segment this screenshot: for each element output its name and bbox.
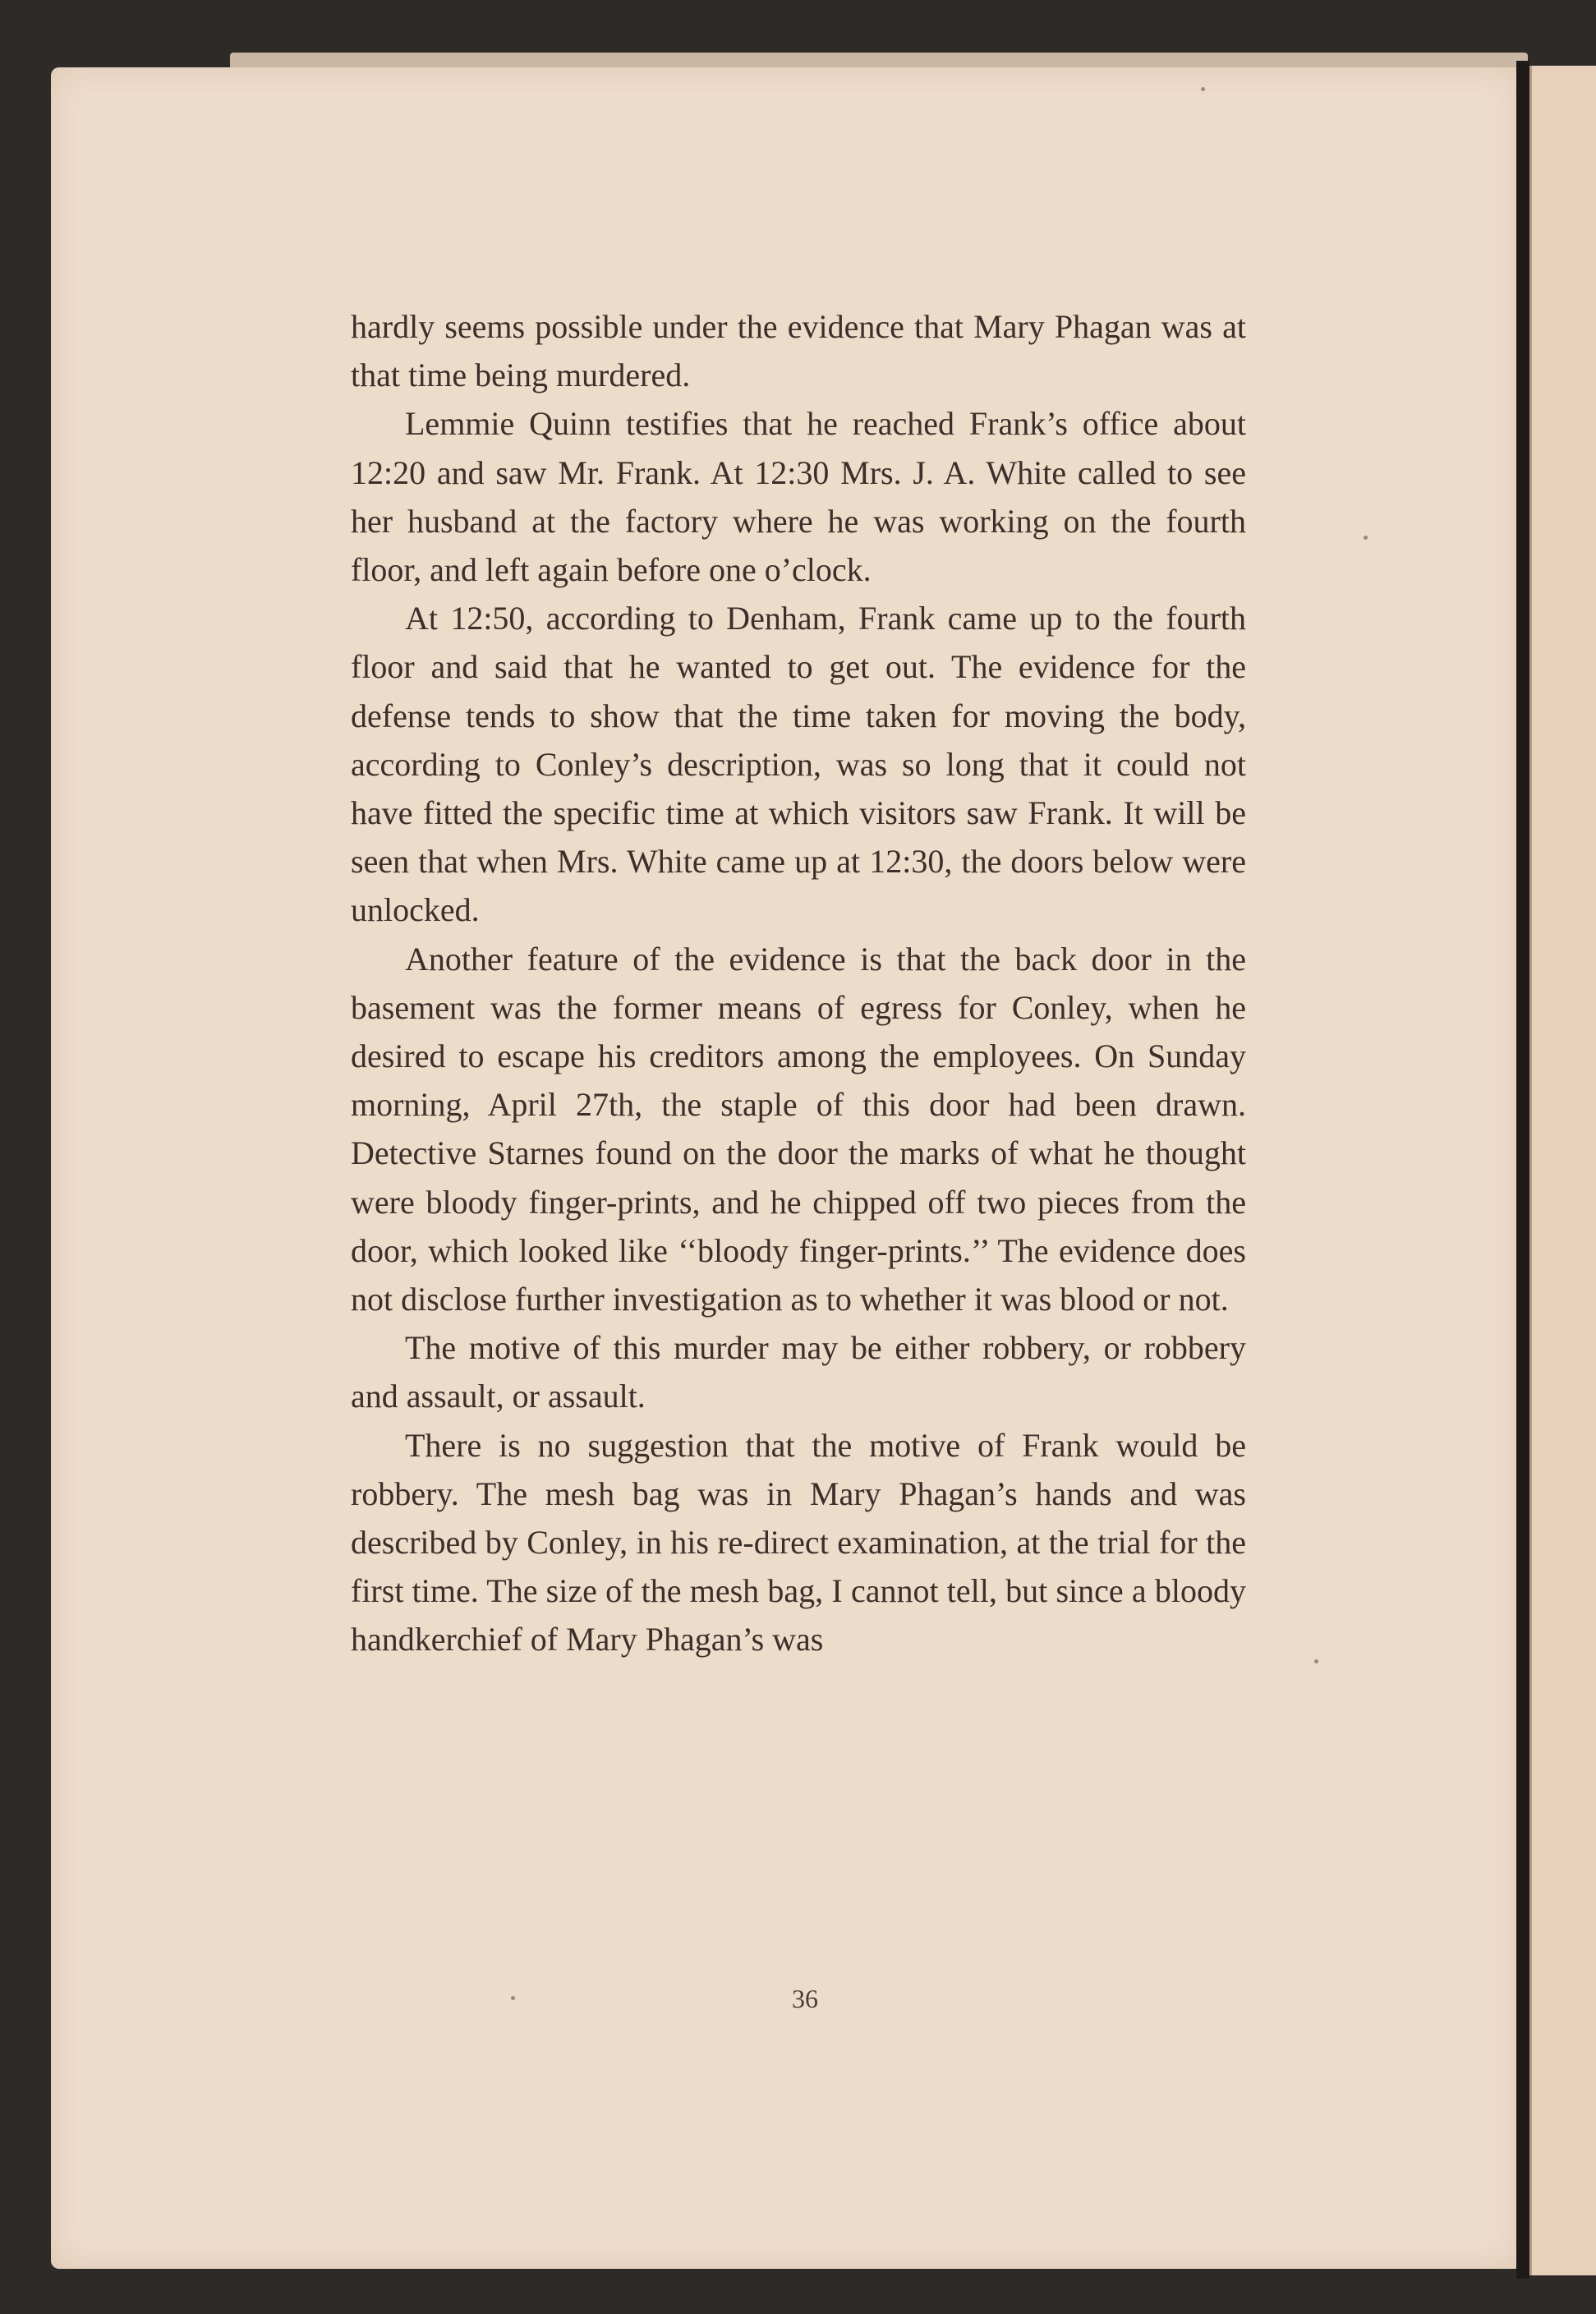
paragraph: Another feature of the evidence is that the back door in the basement was the former means of egress for Conley, when he desired to escape his creditors among the employees. On Sunday morning, April 27th, the staple of this door had been drawn. Detective Starnes found on the door the marks of what he thought were bloody finger-prints, and he chipped off two pieces from the door, which looked like ‘‘bloody finger-prints.’’ The evidence does not disclose further investigation as to whether it was blood or not. xyxy=(351,940,1246,1318)
facing-page-edge xyxy=(1529,66,1596,2275)
paragraph: At 12:50, according to Denham, Frank came up to the fourth floor and said that he wanted to get out. The evidence for the defense tends to show that the time taken for moving the body, according to Conley’s description, was so long that it could not have fitted the specific time at which visitors saw Frank. It will be seen that when Mrs. White came up at 12:30, the doors below were unlocked. xyxy=(351,600,1246,929)
paper-speck xyxy=(511,1996,515,2000)
paper-speck xyxy=(1364,536,1368,540)
page-number: 36 xyxy=(792,1984,818,2013)
book-spine xyxy=(1516,61,1529,2279)
paper-speck xyxy=(1201,87,1205,91)
paragraph: The motive of this murder may be either robbery, or robbery and assault, or assault. xyxy=(351,1329,1246,1415)
paragraph: There is no suggestion that the motive of Frank would be robbery. The mesh bag was in Mary Phagan’s hands and was described by Conley, in his re-direct examination, at the trial for the first time. The size of the mesh bag, I cannot tell, but since a bloody handkerchief of Mary Phagan’s was xyxy=(351,1426,1246,1658)
body-text xyxy=(351,302,1246,1664)
paragraph: hardly seems possible under the evidence that Mary Phagan was at that time being murdered. xyxy=(351,308,1246,394)
paragraph: Lemmie Quinn testifies that he reached Frank’s office about 12:20 and saw Mr. Frank. At 12:30 Mrs. J. A. White called to see her husband at the factory where he was working on the fourth floor, and left again before one o’clock. xyxy=(351,405,1246,589)
paper-speck xyxy=(1314,1659,1318,1663)
